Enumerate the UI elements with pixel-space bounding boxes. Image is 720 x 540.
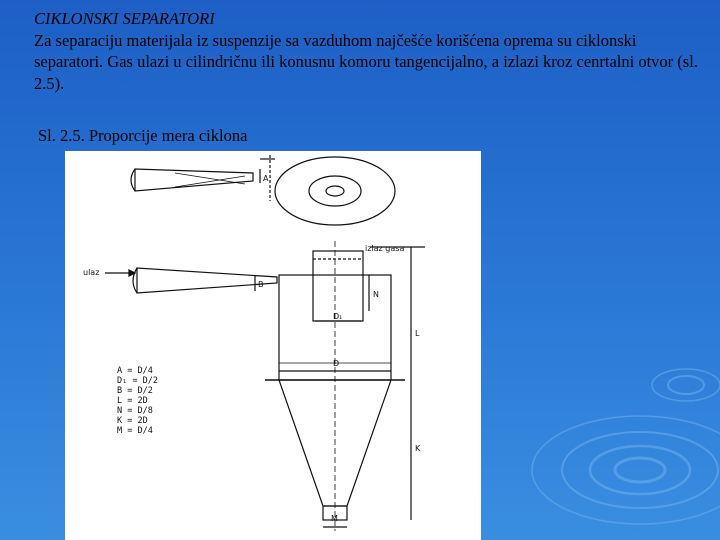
top-view-inner-circle	[309, 176, 361, 206]
cyclone-diagram	[65, 151, 481, 540]
label-k: K	[415, 444, 421, 453]
label-b: B	[258, 280, 264, 289]
legend-line: A = D/4	[117, 366, 153, 376]
label-gas-outlet: izlaz gasa	[365, 244, 405, 253]
figure-caption: Sl. 2.5. Proporcije mera ciklona	[38, 126, 248, 145]
legend-line: K = 2D	[117, 416, 148, 426]
gas-outlet-tube	[313, 251, 363, 321]
legend-line: B = D/2	[117, 386, 153, 396]
top-view-inlet-duct	[135, 169, 253, 191]
label-a: A	[263, 174, 269, 183]
label-d: D	[333, 359, 340, 368]
legend-line: N = D/8	[117, 406, 153, 416]
slide-title: CIKLONSKI SEPARATORI	[34, 9, 215, 28]
legend-line: M = D/4	[117, 426, 153, 436]
legend-line: D₁ = D/2	[117, 376, 158, 386]
slide-paragraph: Za separaciju materijala iz suspenzije sa vazduhom najčešće korišćena oprema su ciklonski separatori. Gas ulazi u cilindričnu ili konusnu komoru tangencijalno, a izlazi kroz cenrtalni otvor (sl. 2.5).	[34, 30, 698, 93]
side-view-inlet-duct	[137, 268, 277, 293]
label-n: N	[373, 290, 379, 299]
top-view-outer-circle	[275, 157, 395, 225]
label-d1: D₁	[333, 312, 343, 321]
label-m: M	[331, 514, 338, 523]
label-l: L	[415, 329, 420, 338]
legend-line: L = 2D	[117, 396, 148, 406]
label-inlet: ulaz	[83, 268, 100, 277]
slide-text	[34, 8, 704, 94]
proportions-legend	[117, 366, 158, 436]
